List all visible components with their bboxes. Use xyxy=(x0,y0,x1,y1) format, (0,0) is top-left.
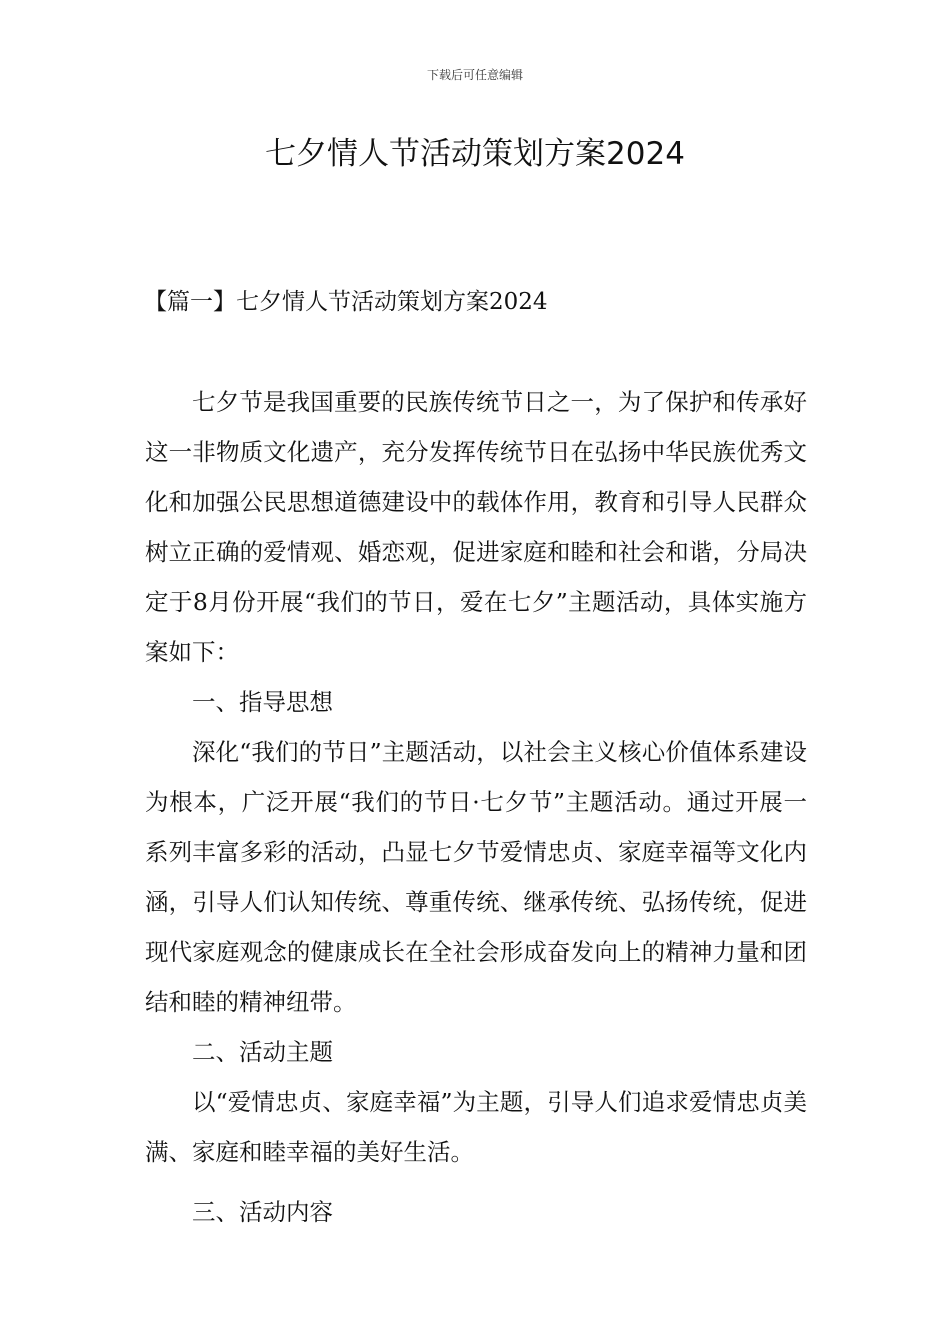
activity-theme-paragraph: 以“爱情忠贞、家庭幸福”为主题，引导人们追求爱情忠贞美满、家庭和睦幸福的美好生活。 xyxy=(145,1088,807,1166)
header-note: 下载后可任意编辑 xyxy=(426,68,523,82)
section-title: 【篇一】七夕情人节活动策划方案2024 xyxy=(144,289,548,315)
section-heading-activity-content: 三、活动内容 xyxy=(192,1198,333,1226)
document-title: 七夕情人节活动策划方案2024 xyxy=(265,136,685,172)
section-heading-activity-theme: 二、活动主题 xyxy=(192,1038,333,1066)
intro-paragraph: 七夕节是我国重要的民族传统节日之一，为了保护和传承好这一非物质文化遗产，充分发挥传统节日在弘扬中华民族优秀文化和加强公民思想道德建设中的载体作用，教育和引导人民群众树立正确的爱情观、婚恋观，促进家庭和睦和社会和谐，分局决定于8月份开展“我们的节日，爱在七夕”主题活动，具体实施方案如下： xyxy=(145,388,807,666)
section-heading-guiding-ideology: 一、指导思想 xyxy=(192,688,333,716)
guiding-ideology-paragraph: 深化“我们的节日”主题活动，以社会主义核心价值体系建设为根本，广泛开展“我们的节日·七夕节”主题活动。通过开展一系列丰富多彩的活动，凸显七夕节爱情忠贞、家庭幸福等文化内涵，引导人们认知传统、尊重传统、继承传统、弘扬传统，促进现代家庭观念的健康成长在全社会形成奋发向上的精神力量和团结和睦的精神纽带。 xyxy=(145,738,807,1016)
document-body xyxy=(145,377,807,1237)
